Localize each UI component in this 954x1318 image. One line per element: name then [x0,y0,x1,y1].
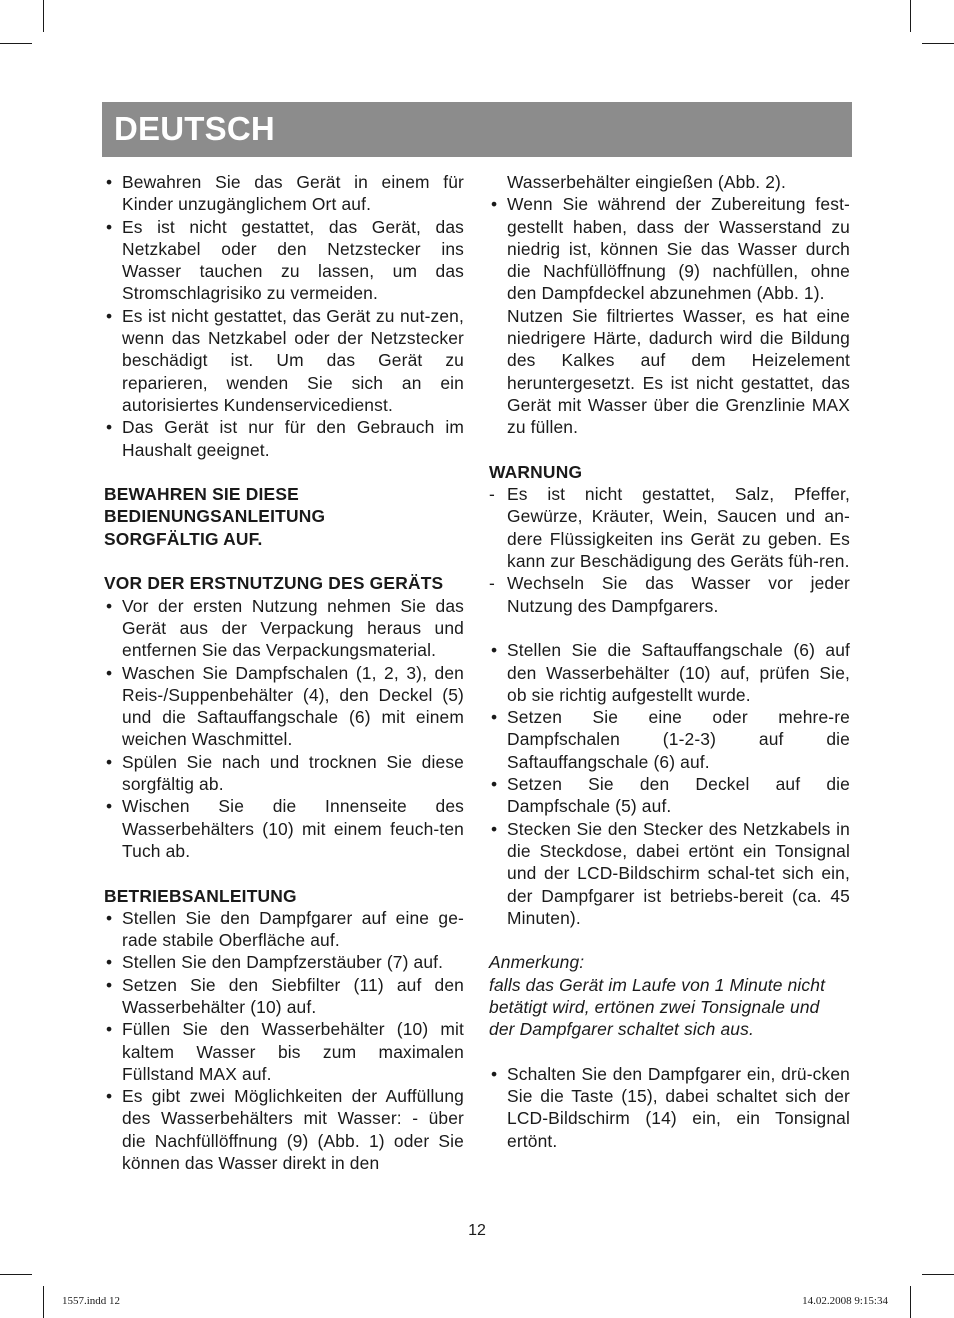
crop-mark [922,43,954,44]
crop-mark [0,1274,32,1275]
list-item-text: Das Gerät ist nur für den Gebrauch im Haushalt geeignet. [122,417,464,460]
list-item: • Setzen Sie eine oder mehre-re Dampfschalen (1-2-3) auf die Saftauffangschale (6) auf. [491,707,850,772]
list-item-text: Schalten Sie den Dampfgarer ein, drü-cken Sie die Taste (15), dabei schaltet sich der LCD-Bildschirm (14) ein, ein Tonsignal ertönt. [507,1063,850,1151]
crop-mark [0,43,32,44]
crop-mark [910,1286,911,1318]
left-column [104,171,464,1174]
list-item-text: Bewahren Sie das Gerät in einem für Kinder unzugänglichem Ort auf. [122,172,464,215]
list-item-text: Stellen Sie die Saftauffangschale (6) auf den Wasserbehälter (10) auf, prüfen Sie, ob sie richtig aufgestellt wurde. [507,640,850,705]
list-item: • Schalten Sie den Dampfgarer ein, drü-cken Sie die Taste (15), dabei schaltet sich der LCD-Bildschirm (14) ein, ein Tonsignal ertönt. [491,1063,850,1151]
heading-line: SORGFÄLTIG AUF. [104,528,263,549]
page-title: DEUTSCH [114,110,275,147]
continuation-text: Wasserbehälter eingießen (Abb. 2). [507,172,786,192]
list-item: • Stellen Sie den Dampfzerstäuber (7) auf. [106,952,444,973]
crop-mark [922,1274,954,1275]
heading-line: BEDIENUNGSANLEITUNG [104,506,326,527]
page-number: 12 [468,1222,486,1239]
list-item-text: Setzen Sie den Deckel auf die Dampfschale (5) auf. [507,774,850,817]
crop-mark [910,0,911,32]
warning-item-text: Wechseln Sie das Wasser vor jeder Nutzung des Dampfgarers. [507,573,850,616]
print-slug-date: 14.02.2008 9:15:34 [802,1295,888,1307]
list-item: • Stellen Sie den Dampfgarer auf eine ge-rade stabile Oberfläche auf. [106,907,464,951]
heading-line: BEWAHREN SIE DIESE [104,484,299,505]
list-item: • Bewahren Sie das Gerät in einem für Kinder unzugänglichem Ort auf. [106,172,464,215]
crop-mark [43,1286,44,1318]
list-item: • Spülen Sie nach und trocknen Sie diese sorgfältig ab. [106,751,464,795]
list-item: • Vor der ersten Nutzung nehmen Sie das Gerät aus der Verpackung heraus und entfernen Sie das Verpackungsmaterial. [106,595,464,661]
list-item: • Stecken Sie den Stecker des Netzkabels in die Steckdose, dabei ertönt ein Tonsignal und der LCD-Bildschirm schal-tet sich ein, der Dampfgarer ist betriebs-bereit (ca. 45 Minuten). [491,818,850,928]
save-instructions-heading [104,483,464,550]
list-item-text: Es ist nicht gestattet, das Gerät, das Netzkabel oder den Netzstecker ins Wasser tauchen zu lassen, um das Stromschlagrisiko zu vermeiden. [122,216,464,304]
right-column [489,171,850,1152]
list-item-text: Setzen Sie eine oder mehre-re Dampfschalen (1-2-3) auf die Saftauffangschale (6) auf. [507,707,850,772]
warning-heading: WARNUNG [489,461,583,482]
list-item-text: Wenn Sie während der Zubereitung fest-gestellt haben, dass der Wasserstand zu niedrig ist, können Sie das Wasser durch die Nachfüllöffnung (9) nachfüllen, ohne den Dampfdeckel abzunehmen (Abb. 1). [507,194,850,304]
list-item-text: Stecken Sie den Stecker des Netzkabels in die Steckdose, dabei ertönt ein Tonsignal und der LCD-Bildschirm schal-tet sich ein, der Dampfgarer ist betriebs-bereit (ca. 45 Minuten). [507,818,850,928]
list-item: • Das Gerät ist nur für den Gebrauch im Haushalt geeignet. [106,417,464,460]
list-item-text: Spülen Sie nach und trocknen Sie diese sorgfältig ab. [122,751,464,795]
list-item: • Wenn Sie während der Zubereitung fest-gestellt haben, dass der Wasserstand zu niedrig ist, können Sie das Wasser durch die Nachfüllöffnung (9) nachfüllen, ohne den Dampfdeckel abzunehmen (Abb. 1). [491,194,850,304]
list-item-text: Füllen Sie den Wasserbehälter (10) mit kaltem Wasser bis zum maximalen Füllstand MAX auf. [122,1019,464,1084]
list-item: • Es ist nicht gestattet, das Gerät zu nut-zen, wenn das Netzkabel oder der Netzstecker beschädigt ist. Um das Gerät zu reparieren, wenden Sie sich an ein autorisiertes Kundenservicedienst. [106,305,464,415]
crop-mark [43,0,44,32]
list-item-text: Stellen Sie den Dampfzerstäuber (7) auf. [122,952,444,973]
list-item: • Stellen Sie die Saftauffangschale (6) auf den Wasserbehälter (10) auf, prüfen Sie, ob sie richtig aufgestellt wurde. [491,640,850,705]
note-text: falls das Gerät im Laufe von 1 Minute nicht betätigt wird, ertönen zwei Tonsignale und der Dampfgarer schaltet sich aus. [489,974,826,1040]
language-banner [102,102,852,157]
list-item-text: Stellen Sie den Dampfgarer auf eine ge-rade stabile Oberfläche auf. [122,907,464,951]
list-item-text: Wischen Sie die Innenseite des Wasserbehälters (10) mit einem feuch-ten Tuch ab. [122,796,464,861]
note-label: Anmerkung: [489,952,585,973]
list-item-text: Es gibt zwei Möglichkeiten der Auffüllung des Wasserbehälters mit Wasser: - über die Nachfüllöffnung (9) (Abb. 1) oder Sie können das Wasser direkt in den [122,1086,464,1174]
list-item: • Setzen Sie den Deckel auf die Dampfschale (5) auf. [491,774,850,817]
warning-item-text: Es ist nicht gestattet, Salz, Pfeffer, Gewürze, Kräuter, Wein, Saucen und an-dere Flüssigkeiten ins Gerät zu geben. Es kann zur Beschädigung des Geräts füh-ren. [507,484,850,572]
list-item: • Wischen Sie die Innenseite des Wasserbehälters (10) mit einem feuch-ten Tuch ab. [106,796,464,861]
list-item: • Es gibt zwei Möglichkeiten der Auffüllung des Wasserbehälters mit Wasser: - über die Nachfüllöffnung (9) (Abb. 1) oder Sie können das Wasser direkt in den [106,1086,464,1174]
list-item-text: Setzen Sie den Siebfilter (11) auf den Wasserbehälter (10) auf. [122,974,464,1017]
list-item-text: Es ist nicht gestattet, das Gerät zu nut-zen, wenn das Netzkabel oder der Netzstecker beschädigt ist. Um das Gerät zu reparieren, wenden Sie sich an ein autorisiertes Kundenservicedienst. [122,305,464,415]
list-item: • Setzen Sie den Siebfilter (11) auf den Wasserbehälter (10) auf. [106,974,464,1017]
list-item: • Es ist nicht gestattet, das Gerät, das Netzkabel oder den Netzstecker ins Wasser tauchen zu lassen, um das Stromschlagrisiko zu vermeiden. [106,216,464,304]
first-use-heading: VOR DER ERSTNUTZUNG DES GERÄTS [104,573,444,594]
warning-item: - Es ist nicht gestattet, Salz, Pfeffer, Gewürze, Kräuter, Wein, Saucen und an-dere Flüssigkeiten ins Gerät zu geben. Es kann zur Beschädigung des Geräts füh-ren. [489,484,850,572]
list-item-text: Vor der ersten Nutzung nehmen Sie das Gerät aus der Verpackung heraus und entfernen Sie das Verpackungsmaterial. [122,595,464,661]
print-slug-file: 1557.indd 12 [62,1295,121,1307]
warning-item: - Wechseln Sie das Wasser vor jeder Nutzung des Dampfgarers. [489,573,850,616]
operation-heading: BETRIEBSANLEITUNG [104,885,297,906]
filtered-water-note: Nutzen Sie filtriertes Wasser, es hat eine niedrigere Härte, dadurch wird die Bildung des Kalkes auf dem Heizelement heruntergesetzt. Es ist nicht gestattet, das Gerät mit Wasser über die Grenzlinie MAX zu füllen. [507,305,850,438]
list-item: • Füllen Sie den Wasserbehälter (10) mit kaltem Wasser bis zum maximalen Füllstand MAX auf. [106,1019,464,1084]
list-item: • Waschen Sie Dampfschalen (1, 2, 3), den Reis-/Suppenbehälter (4), den Deckel (5) und die Saftauffangschale (6) mit einem weichen Waschmittel. [106,662,464,750]
list-item-text: Waschen Sie Dampfschalen (1, 2, 3), den Reis-/Suppenbehälter (4), den Deckel (5) und die Saftauffangschale (6) mit einem weichen Waschmittel. [122,662,464,750]
